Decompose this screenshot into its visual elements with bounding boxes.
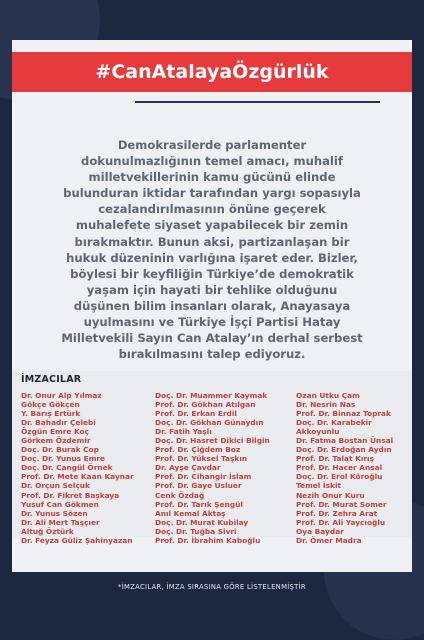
signatory-name: Dr. Bahadır Çelebi xyxy=(21,418,96,428)
statement-line: Milletvekili Sayın Can Atalay’ın derhal serbest xyxy=(61,331,363,346)
signatory-name: Doç. Dr. Karabekir xyxy=(296,418,372,428)
signatory-name: Gökçe Gökçen xyxy=(21,400,80,410)
signatory-name: Ozan Utku Çam xyxy=(296,391,360,400)
signatory-name: Prof. Dr. Murat Somer xyxy=(296,499,387,509)
statement-line: bırakılmasını talep ediyoruz. xyxy=(118,347,306,362)
statement-line: bulunduran iktidar tarafından yargı sopasıyla xyxy=(63,186,361,201)
signatory-name: Prof. Dr. Yüksel Taşkın xyxy=(155,454,248,464)
signatory-name: Altuğ Öztürk xyxy=(21,526,74,536)
signatory-name: Doç. Dr. Tuğba Sivri xyxy=(155,526,237,536)
signatory-name: Prof. Dr. Zehra Arat xyxy=(296,508,378,518)
signatory-name: Anıl Kemal Aktaş xyxy=(155,508,226,518)
signatory-name: Akkoyunlu xyxy=(296,427,340,437)
signatories-column-1 xyxy=(21,391,134,545)
signatory-name: Dr. Onur Alp Yılmaz xyxy=(21,391,102,400)
signatory-name: Dr. Ali Mert Taşçıer xyxy=(21,517,100,527)
signatory-name: Prof. Dr. İbrahim Kaboğlu xyxy=(155,535,261,545)
signatories-column-2 xyxy=(155,391,270,545)
signatory-name: Dr. Feyza Güliz Şahinyazan xyxy=(21,535,133,545)
signatory-name: Dr. Nesrin Nas xyxy=(296,400,356,410)
statement-text xyxy=(20,137,404,362)
statement-line: böylesi bir keyfiliğin Türkiye’de demokratik xyxy=(70,266,354,281)
signatory-name: Prof. Dr. Binnaz Toprak xyxy=(296,409,391,419)
signatory-name: Prof. Dr. Çiğdem Boz xyxy=(155,445,241,455)
signatory-name: Dr. Fatih Yaşlı xyxy=(155,427,212,437)
signatory-name: Y. Barış Ertürk xyxy=(21,409,81,419)
signatory-name: Doç. Dr. Cangül Örnek xyxy=(21,463,113,473)
signatory-name: Oya Baydar xyxy=(296,526,344,536)
signatory-name: Dr. Yunus Sözen xyxy=(21,508,88,518)
statement-line: milletvekillerinin kamu gücünü elinde xyxy=(88,170,336,185)
signatory-name: Doç. Dr. Erdoğan Aydın xyxy=(296,445,392,455)
signatory-name: Özgün Emre Koç xyxy=(21,427,90,437)
divider-line xyxy=(135,101,380,103)
signatory-name: Doç. Dr. Gökhan Günaydın xyxy=(155,418,264,428)
signatory-name: Prof. Dr. Gaye Usluer xyxy=(155,481,242,491)
statement-line: Demokrasilerde parlamenter xyxy=(117,138,307,152)
signatory-name: Prof. Dr. Ali Yaycıoğlu xyxy=(296,517,386,527)
signatory-name: Doç. Dr. Erol Köroğlu xyxy=(296,472,383,482)
statement-line: yaşam için hayati bir tehlike olduğunu xyxy=(86,282,338,297)
signatory-name: Doç. Dr. Burak Cop xyxy=(21,445,99,455)
signatory-name: Prof. Dr. Fikret Başkaya xyxy=(21,490,120,500)
statement-line: düşünen bilim insanları olarak, Anayasaya xyxy=(73,298,351,313)
statement-line: hukuk düzeninin varlığına işaret eder. Bizler, xyxy=(66,250,358,265)
hashtag-title: #CanAtalayaÖzgürlük xyxy=(95,61,329,83)
signatory-name: Temel İskit xyxy=(296,481,342,491)
signatories-heading: İMZACILAR xyxy=(21,374,82,385)
signatory-name: Dr. Ayşe Çavdar xyxy=(155,463,221,473)
signatory-name: Yusuf Can Gökmen xyxy=(21,499,99,509)
signatory-name: Prof. Dr. Tarık Şengül xyxy=(155,499,243,509)
signatories-section xyxy=(12,371,412,545)
signatory-name: Prof. Dr. Cihangir İslam xyxy=(155,472,252,482)
signatory-name: Doç. Dr. Murat Kubilay xyxy=(155,517,249,527)
signatory-name: Doç. Dr. Hasret Dikici Bilgin xyxy=(155,436,270,446)
hashtag-banner xyxy=(12,52,412,92)
signatory-name: Dr. Ömer Madra xyxy=(296,535,362,545)
signatories-column-3 xyxy=(296,391,393,545)
signatory-name: Nezih Onur Kuru xyxy=(296,490,365,500)
signatory-name: Dr. Orçun Selçuk xyxy=(21,481,90,491)
statement-line: dokunulmazlığının temel amacı, muhalif xyxy=(81,154,343,169)
signatory-name: Prof. Dr. Talat Kırış xyxy=(296,454,374,464)
signatory-name: Prof. Dr. Mete Kaan Kaynar xyxy=(21,472,134,482)
statement-line: uyulmasını ve Türkiye İşçi Partisi Hatay xyxy=(83,315,341,330)
statement-line: bırakmaktır. Bunun aksi, partizanlaşan bir xyxy=(74,234,350,249)
signatory-name: Dr. Fatma Bostan Ünsal xyxy=(296,436,394,446)
footnote: *İMZACILAR, İMZA SIRASINA GÖRE LİSTELENMİŞTİR xyxy=(118,583,306,591)
statement-line: cezalandırılmasının önüne geçerek xyxy=(98,202,326,217)
signatory-name: Prof. Dr. Erkan Erdil xyxy=(155,409,237,419)
signatory-name: Prof. Dr. Gökhan Atılgan xyxy=(155,400,256,410)
signatory-name: Cenk Özdağ xyxy=(155,490,205,500)
statement-line: muhalefete siyaset yapabilecek bir zemin xyxy=(75,218,349,233)
signatory-name: Doç. Dr. Muammer Kaymak xyxy=(155,391,268,400)
signatory-name: Doç. Dr. Yunus Emre xyxy=(21,454,106,464)
signatory-name: Prof. Dr. Hacer Ansal xyxy=(296,463,383,473)
signatory-name: Görkem Özdemir xyxy=(21,436,91,446)
